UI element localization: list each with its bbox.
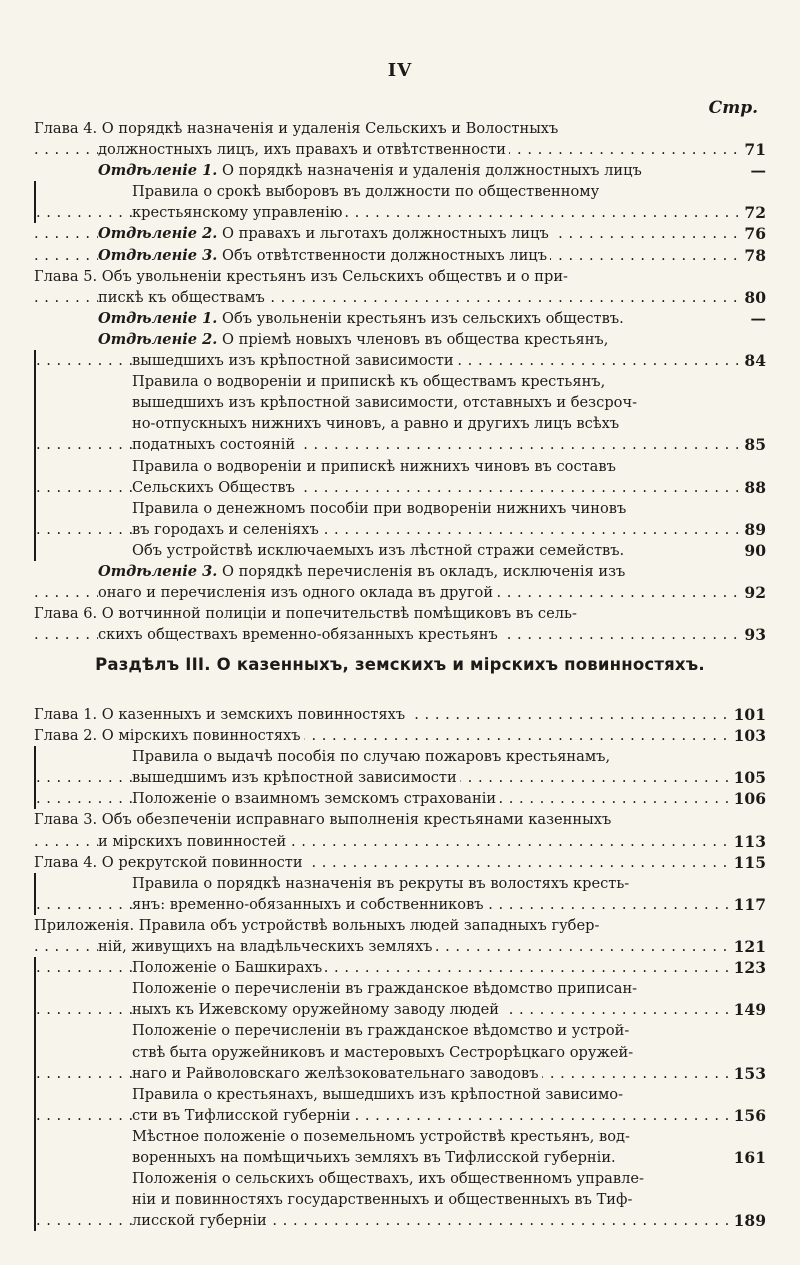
toc-page-number: 105	[728, 767, 766, 788]
toc-entry-text: вышедшимъ изъ крѣпостной зависимости	[132, 769, 460, 786]
toc-entry-text: янъ: временно-обязанныхъ и собственниковъ	[132, 896, 487, 913]
toc-entry	[34, 1084, 766, 1105]
toc-entry-text: Отдѣленіе 1. Объ увольненіи крестьянъ изъ сельскихъ обществъ.	[98, 310, 627, 327]
toc-entry	[34, 603, 766, 624]
toc-page-number: 90	[738, 540, 766, 561]
toc-entry	[34, 413, 766, 434]
toc-page-number: 72	[738, 202, 766, 223]
toc-entry	[34, 498, 766, 519]
toc-entry	[34, 894, 766, 915]
toc-entry	[34, 1147, 766, 1168]
toc-page-number: 113	[728, 831, 766, 852]
toc-entry	[34, 831, 766, 852]
toc-entry	[34, 118, 766, 139]
toc-entry-text: Мѣстное положеніе о поземельномъ устройствѣ крестьянъ, вод-	[132, 1128, 633, 1145]
toc-entry	[34, 1168, 766, 1189]
toc-entry-text: Правила о водвореніи и припискѣ къ обществамъ крестьянъ,	[132, 373, 608, 390]
toc-entry	[34, 245, 766, 266]
page-column-label: Стр.	[708, 98, 758, 118]
toc-entry	[34, 725, 766, 746]
toc-entry-text: крестьянскому управленію	[132, 204, 345, 221]
toc-entry	[34, 392, 766, 413]
toc-page-number: 85	[738, 434, 766, 455]
toc-entry	[34, 936, 766, 957]
toc-part-1	[34, 118, 766, 645]
toc-entry	[34, 978, 766, 999]
toc-entry-text: Правила о порядкѣ назначенія въ рекруты въ волостяхъ кресть-	[132, 875, 632, 892]
toc-entry-text: Отдѣленіе 2. О пріемѣ новыхъ членовъ въ общества крестьянъ,	[98, 331, 611, 348]
toc-entry	[34, 456, 766, 477]
toc-entry-text: лисской губерніи	[132, 1212, 270, 1229]
toc-page-number: 76	[738, 223, 766, 244]
toc-page-number: 149	[728, 999, 766, 1020]
toc-entry-text: Глава 2. О мірскихъ повинностяхъ	[34, 727, 304, 744]
toc-entry	[34, 746, 766, 767]
toc-page-number: 117	[728, 894, 766, 915]
toc-entry-text: Глава 4. О рекрутской повинности	[34, 854, 306, 871]
toc-entry	[34, 350, 766, 371]
toc-page-number: 101	[728, 704, 766, 725]
toc-entry-text: должностныхъ лицъ, ихъ правахъ и отвѣтственности	[98, 141, 509, 158]
toc-entry-text: Правила о срокѣ выборовъ въ должности по общественному	[132, 183, 602, 200]
toc-page-number: 121	[728, 936, 766, 957]
toc-entry	[34, 266, 766, 287]
toc-entry-text: Правила о денежномъ пособіи при водвореніи нижнихъ чиновъ	[132, 500, 629, 517]
toc-entry-text: воренныхъ на помѣщичьихъ земляхъ въ Тифлисской губерніи.	[132, 1149, 619, 1166]
toc-entry-text: Положеніе о взаимномъ земскомъ страхованіи	[132, 790, 499, 807]
toc-entry	[34, 957, 766, 978]
toc-entry-text: Приложенія. Правила объ устройствѣ вольныхъ людей западныхъ губер-	[34, 917, 602, 934]
toc-entry-text: Положеніе о перечисленіи въ гражданское вѣдомство и устрой-	[132, 1022, 632, 1039]
toc-entry-text: Глава 5. Объ увольненіи крестьянъ изъ Сельскихъ обществъ и о при-	[34, 268, 571, 285]
toc-page-number: 93	[738, 624, 766, 645]
toc-entry	[34, 202, 766, 223]
toc-entry	[34, 1189, 766, 1210]
toc-entry	[34, 788, 766, 809]
toc-page-number: 80	[738, 287, 766, 308]
toc-entry-text: Глава 6. О вотчинной полиціи и попечительствѣ помѣщиковъ въ сель-	[34, 605, 580, 622]
toc-entry	[34, 160, 766, 181]
toc-entry	[34, 308, 766, 329]
toc-entry	[34, 1126, 766, 1147]
toc-entry-text: Правила о водвореніи и припискѣ нижнихъ чиновъ въ составъ	[132, 458, 619, 475]
toc-entry-text: онаго и перечисленія изъ одного оклада въ другой	[98, 584, 496, 601]
toc-entry-text: Положеніе о перечисленіи въ гражданское вѣдомство приписан-	[132, 980, 640, 997]
toc-entry-text: въ городахъ и селеніяхъ	[132, 521, 322, 538]
toc-entry-text: сти въ Тифлисской губерніи	[132, 1107, 353, 1124]
toc-entry-text: и мірскихъ повинностей	[98, 833, 289, 850]
toc-entry-text: скихъ обществахъ временно-обязанныхъ крестьянъ	[98, 626, 501, 643]
toc-entry	[34, 582, 766, 603]
toc-entry	[34, 852, 766, 873]
page-folio: IV	[387, 60, 413, 81]
toc-page-number: 89	[738, 519, 766, 540]
toc-entry	[34, 181, 766, 202]
toc-page-number: 106	[728, 788, 766, 809]
toc-entry-text: Положеніе о Башкирахъ	[132, 959, 325, 976]
toc-page-number: 88	[738, 477, 766, 498]
toc-page-number: 84	[738, 350, 766, 371]
toc-entry	[34, 873, 766, 894]
toc-entry	[34, 767, 766, 788]
toc-entry-text: ствѣ быта оружейниковъ и мастеровыхъ Сестрорѣцкаго оружей-	[132, 1044, 636, 1061]
toc-entry-text: но-отпускныхъ нижнихъ чиновъ, а равно и другихъ лицъ всѣхъ	[132, 415, 622, 432]
section-heading: Раздѣлъ III. О казенныхъ, земскихъ и мірскихъ повинностяхъ.	[95, 655, 705, 674]
toc-entry	[34, 915, 766, 936]
toc-entry	[34, 287, 766, 308]
toc-entry	[34, 434, 766, 455]
toc-entry-text: вышедшихъ изъ крѣпостной зависимости, отставныхъ и безсроч-	[132, 394, 640, 411]
toc-entry	[34, 1020, 766, 1041]
toc-part-2	[34, 704, 766, 1231]
toc-page-number: —	[745, 160, 767, 181]
toc-entry-text: Отдѣленіе 2. О правахъ и льготахъ должностныхъ лицъ	[98, 225, 552, 242]
toc-page-number: 161	[728, 1147, 766, 1168]
toc-entry-text: вышедшихъ изъ крѣпостной зависимости	[132, 352, 457, 369]
toc-entry-text: ныхъ къ Ижевскому оружейному заводу людей	[132, 1001, 502, 1018]
toc-entry-text: Глава 3. Объ обезпеченіи исправнаго выполненія крестьянами казенныхъ	[34, 811, 614, 828]
toc-entry-text: Правила о крестьянахъ, вышедшихъ изъ крѣпостной зависимо-	[132, 1086, 626, 1103]
toc-entry	[34, 1210, 766, 1231]
toc-entry-text: ніи и повинностяхъ государственныхъ и общественныхъ въ Тиф-	[132, 1191, 635, 1208]
toc-entry	[34, 999, 766, 1020]
toc-page-number: 189	[728, 1210, 766, 1231]
toc-entry	[34, 519, 766, 540]
toc-entry-text: Отдѣленіе 1. О порядкѣ назначенія и удаленія должностныхъ лицъ	[98, 162, 645, 179]
toc-entry	[34, 1105, 766, 1126]
toc-entry	[34, 371, 766, 392]
toc-entry	[34, 540, 766, 561]
toc-page-number: 115	[728, 852, 766, 873]
toc-entry-text: Правила о выдачѣ пособія по случаю пожаровъ крестьянамъ,	[132, 748, 613, 765]
toc-page-number: 153	[728, 1063, 766, 1084]
toc-entry-text: пискѣ къ обществамъ	[98, 289, 268, 306]
toc-page-number: 92	[738, 582, 766, 603]
toc-entry	[34, 477, 766, 498]
toc-entry	[34, 809, 766, 830]
toc-entry-text: Глава 4. О порядкѣ назначенія и удаленія Сельскихъ и Волостныхъ	[34, 120, 561, 137]
toc-entry-text: податныхъ состояній	[132, 436, 298, 453]
toc-entry	[34, 1042, 766, 1063]
toc-entry-text: Сельскихъ Обществъ	[132, 479, 298, 496]
toc-entry	[34, 1063, 766, 1084]
toc-page-number: —	[745, 308, 767, 329]
toc-entry-text: наго и Райволовскаго желѣзоковательнаго заводовъ	[132, 1065, 542, 1082]
toc-page-number: 103	[728, 725, 766, 746]
toc-page-number: 123	[728, 957, 766, 978]
toc-entry-text: ній, живущихъ на владѣльческихъ земляхъ	[98, 938, 435, 955]
toc-entry	[34, 704, 766, 725]
toc-entry-text: Отдѣленіе 3. О порядкѣ перечисленія въ окладъ, исключенія изъ	[98, 563, 628, 580]
toc-page-number: 156	[728, 1105, 766, 1126]
toc-entry	[34, 561, 766, 582]
toc-page-number: 71	[738, 139, 766, 160]
toc-entry	[34, 223, 766, 244]
toc-entry	[34, 624, 766, 645]
toc-entry-text: Глава 1. О казенныхъ и земскихъ повинностяхъ	[34, 706, 408, 723]
toc-entry	[34, 329, 766, 350]
toc-entry-text: Отдѣленіе 3. Объ отвѣтственности должностныхъ лицъ	[98, 247, 550, 264]
toc-page-number: 78	[738, 245, 766, 266]
toc-entry-text: Объ устройствѣ исключаемыхъ изъ лѣстной стражи семействъ.	[132, 542, 627, 559]
toc-entry-text: Положенія о сельскихъ обществахъ, ихъ общественномъ управле-	[132, 1170, 647, 1187]
toc-entry	[34, 139, 766, 160]
